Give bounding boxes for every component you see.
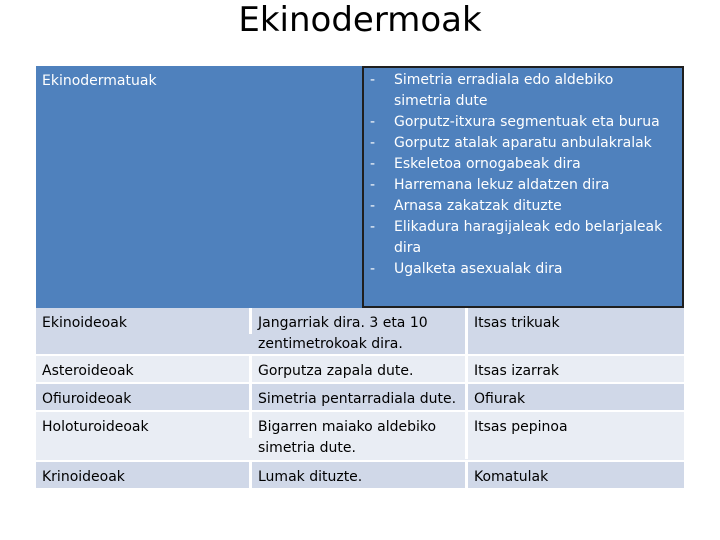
- class-cell: Ekinoideoak: [36, 308, 252, 334]
- example-cell: Ofiurak: [474, 391, 526, 407]
- header-features-cell: [362, 66, 684, 308]
- description-cell: Jangarriak dira. 3 eta 10 zentimetrokoak dira.: [252, 308, 468, 355]
- description-cell: Lumak dituzte.: [252, 462, 468, 488]
- class-cell: Asteroideoak: [36, 356, 252, 382]
- header-phylum-cell: Ekinodermatuak: [42, 73, 157, 89]
- class-cell: Ofiuroideoak: [36, 384, 252, 410]
- slide-title: Ekinodermoak: [238, 0, 482, 40]
- feature-item: - Gorputz-itxura segmentuak eta burua: [368, 112, 674, 133]
- table-row: [36, 412, 684, 462]
- feature-item: - Simetria erradiala edo aldebiko simetria dute: [368, 70, 674, 112]
- class-cell: Krinoideoak: [36, 462, 252, 488]
- description-cell: Gorputza zapala dute.: [252, 356, 468, 382]
- description-cell: Bigarren maiako aldebiko simetria dute.: [252, 412, 468, 459]
- feature-item: - Eskeletoa ornogabeak dira: [368, 154, 674, 175]
- feature-item: - Harremana lekuz aldatzen dira: [368, 175, 674, 196]
- feature-item: - Ugalketa asexualak dira: [368, 259, 674, 280]
- class-cell: Holoturoideoak: [36, 412, 252, 438]
- table-row: [36, 384, 684, 412]
- table-header-row: [36, 66, 684, 308]
- example-cell: Itsas izarrak: [474, 363, 560, 379]
- example-cell: Itsas trikuak: [474, 315, 560, 331]
- example-cell: Itsas pepinoa: [474, 419, 568, 435]
- description-cell: Simetria pentarradiala dute.: [252, 384, 468, 410]
- example-cell: Komatulak: [474, 469, 549, 485]
- feature-item: - Gorputz atalak aparatu anbulakralak: [368, 133, 674, 154]
- feature-item: - Arnasa zakatzak dituzte: [368, 196, 674, 217]
- table-row: [36, 356, 684, 384]
- features-list: [368, 70, 674, 280]
- table-row: [36, 462, 684, 490]
- feature-item: - Elikadura haragijaleak edo belarjaleak dira: [368, 217, 674, 259]
- table-row: [36, 308, 684, 356]
